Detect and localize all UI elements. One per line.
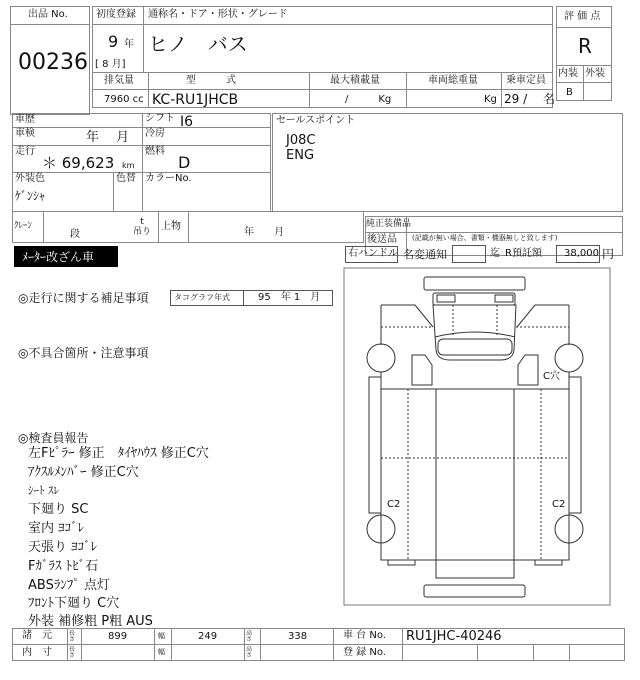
chassis-number: RU1JHC-40246	[406, 629, 502, 644]
report-line: ABSﾗﾝﾌﾟ 点灯	[28, 578, 110, 593]
headlight-right	[495, 295, 513, 302]
fuel-label: 燃料	[145, 146, 165, 157]
rear-bumper	[424, 585, 525, 597]
wheel-front-right	[555, 344, 583, 372]
reg-month: [ 8 月]	[95, 59, 126, 70]
maxload-label: 最大積載量	[330, 75, 380, 86]
sales-point-line: J08C	[286, 133, 316, 148]
crane-stage: 段	[70, 229, 80, 240]
name-change-label: 名変通知	[403, 248, 447, 261]
maxload-value: / Kg	[345, 94, 392, 105]
meter-tampered-badge: ﾒｰﾀｰ改ざん車	[14, 246, 118, 267]
crane-label: ｸﾚｰﾝ	[14, 221, 33, 231]
until-label: 迄	[490, 248, 500, 259]
report-line: ｱｸｽﾙﾒﾝﾊﾞｰ 修正C穴	[28, 465, 139, 480]
shift-value: I6	[180, 114, 194, 130]
color-change-label: 色替	[116, 173, 136, 184]
interior-grade: B	[566, 87, 573, 98]
report-line: 外装 補修粗 P粗 AUS	[28, 614, 153, 629]
seat-right	[518, 355, 538, 385]
shift-label: シフト	[145, 113, 175, 124]
hgt-label: 高さ	[246, 646, 253, 659]
recycle-label: R預託額	[505, 248, 542, 259]
model-label: 型 式	[186, 75, 236, 86]
crane-ton: t 吊り	[133, 217, 152, 237]
report-line: 室内 ﾖｺﾞﾚ	[28, 521, 85, 536]
inspection-value: 年 月	[86, 130, 130, 145]
disp-value: 7960 cc	[104, 94, 144, 105]
vehicle-name: ヒノ バス	[148, 32, 248, 56]
spec-label: 諸 元	[22, 630, 52, 641]
dotted-cab	[453, 305, 497, 335]
hgt-label: 高さ	[246, 630, 253, 643]
report-line: 天張り ﾖｺﾞﾚ	[28, 540, 98, 555]
year-unit: 年	[124, 39, 134, 50]
len-label: 長さ	[69, 630, 76, 643]
wid-label: 幅	[158, 648, 165, 656]
disp-label: 排気量	[104, 75, 134, 86]
exterior-label: 外装	[585, 68, 605, 79]
side-rail-right	[569, 377, 581, 513]
recycle-value: 38,000	[564, 248, 599, 259]
seat-left	[412, 355, 432, 385]
wid-label: 幅	[158, 632, 165, 640]
body-label: 上物	[161, 221, 181, 232]
gross-value: Kg	[484, 94, 497, 105]
name-change-box	[452, 245, 486, 263]
chassis-label: 車 台 No.	[343, 630, 386, 641]
headlight-left	[437, 295, 455, 302]
body-date: 年 月	[244, 227, 284, 238]
dotted-body	[381, 389, 569, 560]
length-value: 899	[108, 631, 128, 642]
mudflap-right	[535, 560, 562, 565]
reg-subcell	[533, 644, 570, 661]
inspector-report-label: ◎検査員報告	[18, 431, 89, 445]
grade-score: R	[578, 34, 592, 58]
front-bumper	[424, 277, 525, 290]
report-line: 下廻り SC	[28, 502, 89, 517]
lot-label: 出品 No.	[28, 9, 68, 20]
genuine-label: 純正装備品	[366, 219, 412, 229]
mileage-label: 走行	[15, 146, 35, 157]
windshield	[438, 339, 512, 355]
dims-row-spec	[12, 628, 625, 645]
color-label: 外装色	[15, 173, 45, 184]
report-line: ﾌﾛﾝﾄ下廻り C穴	[28, 596, 120, 611]
diagram-mark: C穴	[543, 371, 560, 382]
mudflap-left	[388, 560, 415, 565]
report-line: Fｶﾞﾗｽ ﾄﾋﾞ石	[28, 559, 99, 574]
inspection-label: 車検	[15, 128, 35, 139]
ac-label: 冷房	[145, 128, 165, 139]
mirror-lines	[381, 305, 569, 327]
tacho-label: タコグラフ年式	[174, 293, 230, 302]
yen-label: 円	[602, 247, 615, 261]
diagram-mark: C2	[552, 499, 566, 510]
cap-value: 29 / 名	[504, 92, 555, 106]
reg-no-label: 登 録 No.	[343, 647, 386, 658]
running-notes-label: ◎走行に関する補足事項	[18, 291, 149, 305]
mileage-value: ＊ 69,623	[42, 154, 115, 172]
sales-point-box	[272, 113, 623, 212]
reg-label: 初度登録	[96, 9, 136, 20]
sales-point-label: セールスポイント	[276, 115, 356, 126]
len-label: 長さ	[69, 646, 76, 659]
cap-label: 乗車定員	[506, 75, 546, 86]
diagram-frame	[344, 268, 610, 605]
width-value: 249	[198, 631, 218, 642]
color-value: ｹﾞﾝｼｬ	[15, 189, 46, 203]
vehicle-diagram	[340, 265, 612, 610]
later-note: (記載が無い場合、書類・機器無しと致します)	[412, 234, 558, 242]
lot-number: 00236	[18, 50, 88, 75]
report-line: 左Fﾋﾟﾗｰ 修正 ﾀｲﾔﾊｳｽ 修正C穴	[28, 446, 209, 461]
defects-label: ◎不具合箇所・注意事項	[18, 346, 149, 360]
fuel-value: D	[178, 153, 191, 172]
grade-label: 評 価 点	[564, 11, 601, 22]
history-label: 車歴	[15, 114, 35, 125]
rhd-label: 右ハンドル	[348, 248, 398, 259]
color-no-label: カラーNo.	[145, 173, 192, 184]
name-label: 通称名・ドア・形状・グレード	[148, 9, 288, 20]
spec-header-row	[92, 72, 553, 90]
model-value: KC-RU1JHCB	[152, 92, 239, 108]
later-label: 後送品	[367, 234, 397, 245]
gross-label: 車両総重量	[428, 75, 478, 86]
height-value: 338	[288, 631, 308, 642]
side-rail-left	[369, 377, 381, 513]
report-line: ｼｰﾄ ｽﾚ	[28, 484, 59, 497]
interior-label: 内装	[558, 68, 578, 79]
mileage-unit: km	[122, 161, 135, 170]
wheel-front-left	[367, 344, 395, 372]
tacho-value: 95 年 1 月	[258, 292, 321, 303]
inner-label: 内 寸	[22, 647, 52, 658]
reg-subcell	[477, 644, 534, 661]
reg-year: 9	[108, 32, 119, 51]
diagram-mark: C2	[387, 499, 401, 510]
sales-point-line: ENG	[286, 148, 315, 163]
hood-line	[435, 332, 515, 337]
